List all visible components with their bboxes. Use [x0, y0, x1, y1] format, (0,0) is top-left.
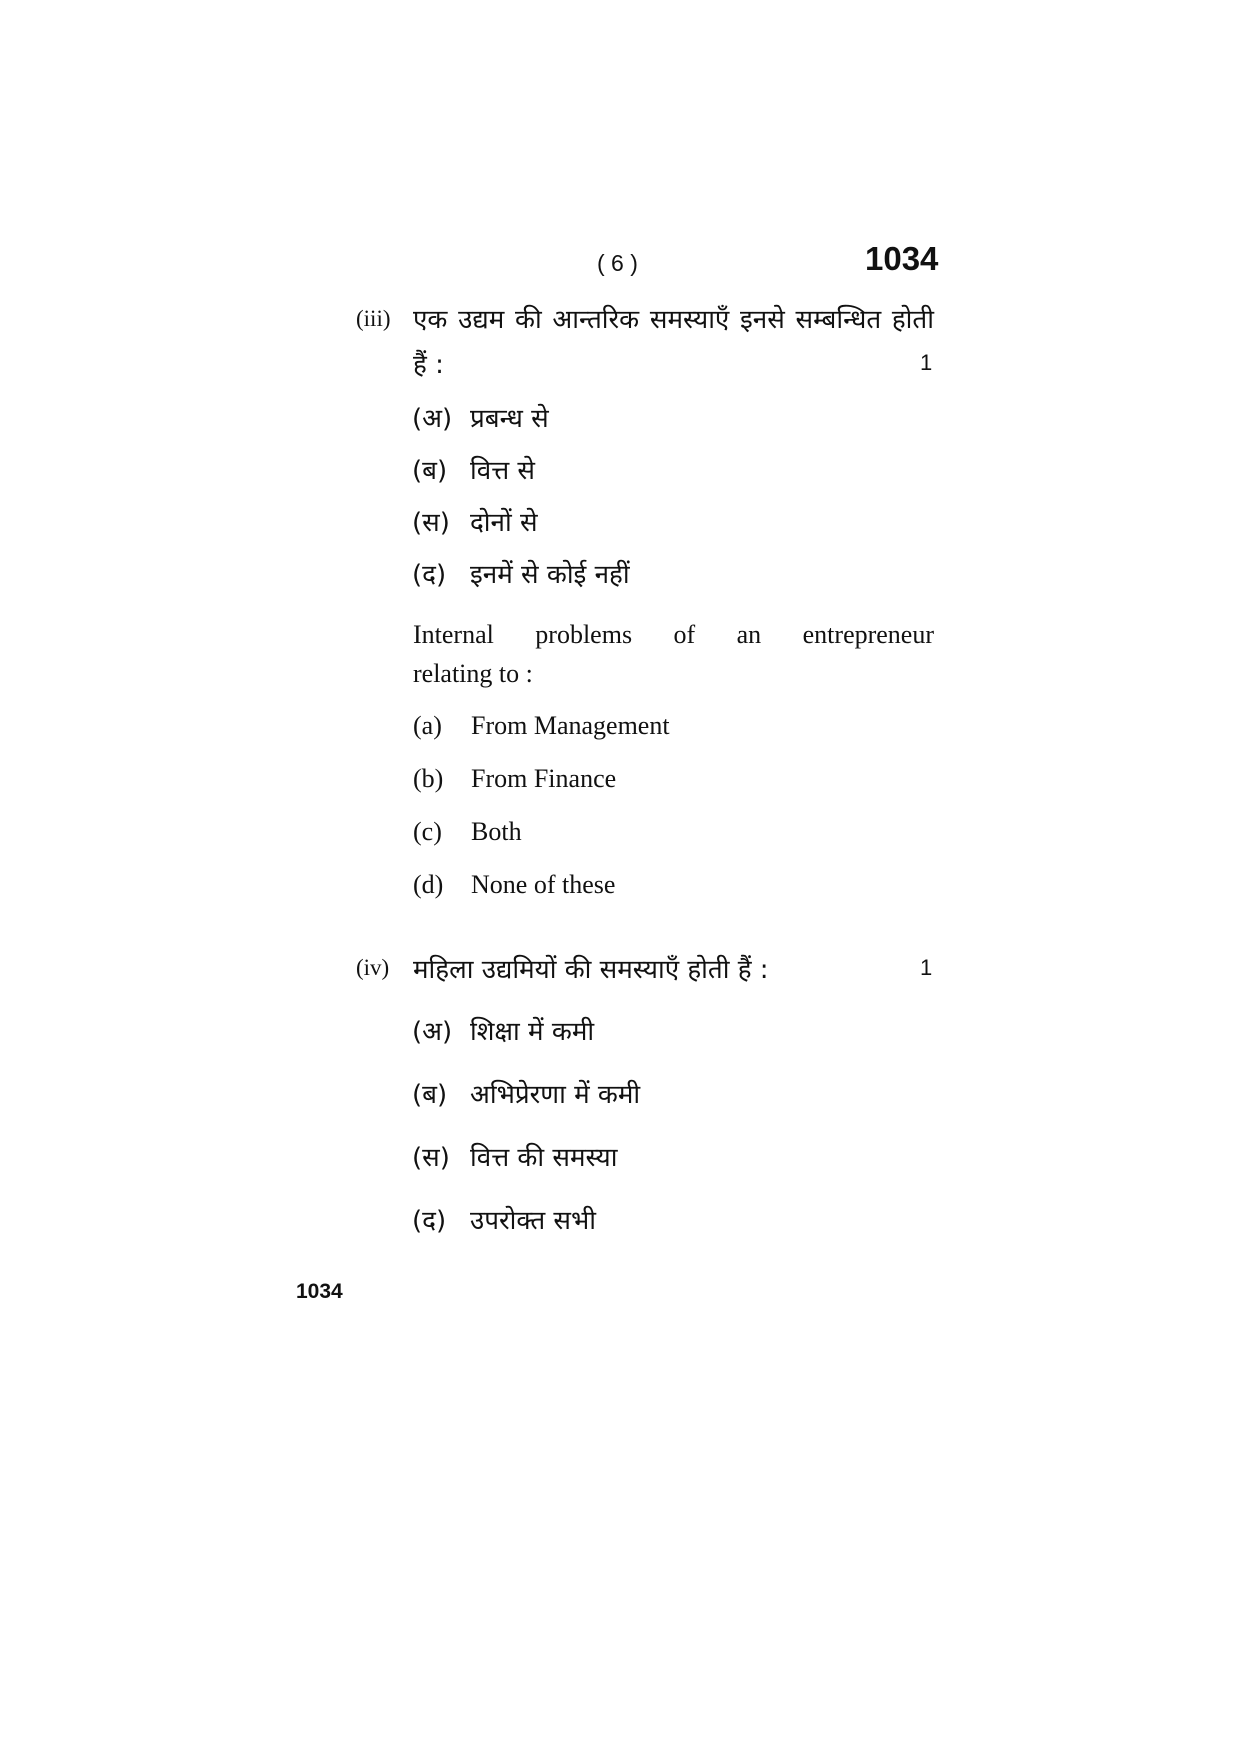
question-word: entrepreneur — [802, 620, 934, 649]
question-word: होती — [891, 305, 934, 335]
option-label: (d) — [413, 870, 444, 899]
option-label: (अ) — [412, 404, 453, 434]
option-label: (ब) — [412, 456, 448, 486]
option-label: (स) — [412, 508, 450, 538]
option-text: उपरोक्त सभी — [470, 1206, 596, 1236]
question-text-english-cont: relating to : — [413, 659, 533, 688]
question-text-english — [413, 620, 934, 650]
page-number: ( 6 ) — [597, 250, 638, 276]
question-word: आन्तरिक — [552, 305, 640, 335]
option-text: प्रबन्ध से — [470, 404, 549, 434]
option-text: None of these — [471, 870, 616, 899]
question-word: an — [736, 620, 762, 649]
marks: 1 — [920, 955, 933, 980]
option-text: अभिप्रेरणा में कमी — [470, 1080, 641, 1110]
question-number: (iv) — [356, 955, 390, 980]
option-label: (b) — [413, 764, 444, 793]
question-word: एक — [413, 305, 448, 335]
option-text: इनमें से कोई नहीं — [470, 560, 630, 590]
paper-code-footer: 1034 — [296, 1280, 343, 1303]
option-label: (अ) — [412, 1017, 453, 1047]
question-word: Internal — [413, 620, 494, 649]
question-text-hindi: महिला उद्यमियों की समस्याएँ होती हैं : — [413, 955, 769, 985]
option-label: (स) — [412, 1143, 450, 1173]
option-label: (c) — [413, 817, 442, 846]
option-text: From Management — [471, 711, 670, 740]
question-word: उद्यम — [458, 305, 505, 335]
option-text: दोनों से — [470, 508, 538, 538]
marks: 1 — [920, 350, 933, 375]
question-word: of — [673, 620, 696, 649]
question-word: इनसे — [740, 305, 785, 335]
option-label: (ब) — [412, 1080, 448, 1110]
question-word: समस्याएँ — [649, 305, 730, 335]
option-text: वित्त की समस्या — [470, 1143, 618, 1173]
question-text-hindi-cont: हैं : — [413, 350, 444, 380]
option-text: वित्त से — [470, 456, 535, 486]
option-label: (द) — [412, 560, 447, 590]
option-text: Both — [471, 817, 522, 846]
option-text: From Finance — [471, 764, 617, 793]
question-number: (iii) — [356, 306, 391, 331]
option-text: शिक्षा में कमी — [470, 1017, 595, 1047]
question-word: सम्बन्धित — [795, 305, 882, 335]
option-label: (a) — [413, 711, 442, 740]
question-word: problems — [535, 620, 633, 649]
option-label: (द) — [412, 1206, 447, 1236]
paper-code-header: 1034 — [865, 240, 939, 277]
question-word: की — [514, 305, 542, 335]
question-text-hindi — [413, 300, 934, 336]
